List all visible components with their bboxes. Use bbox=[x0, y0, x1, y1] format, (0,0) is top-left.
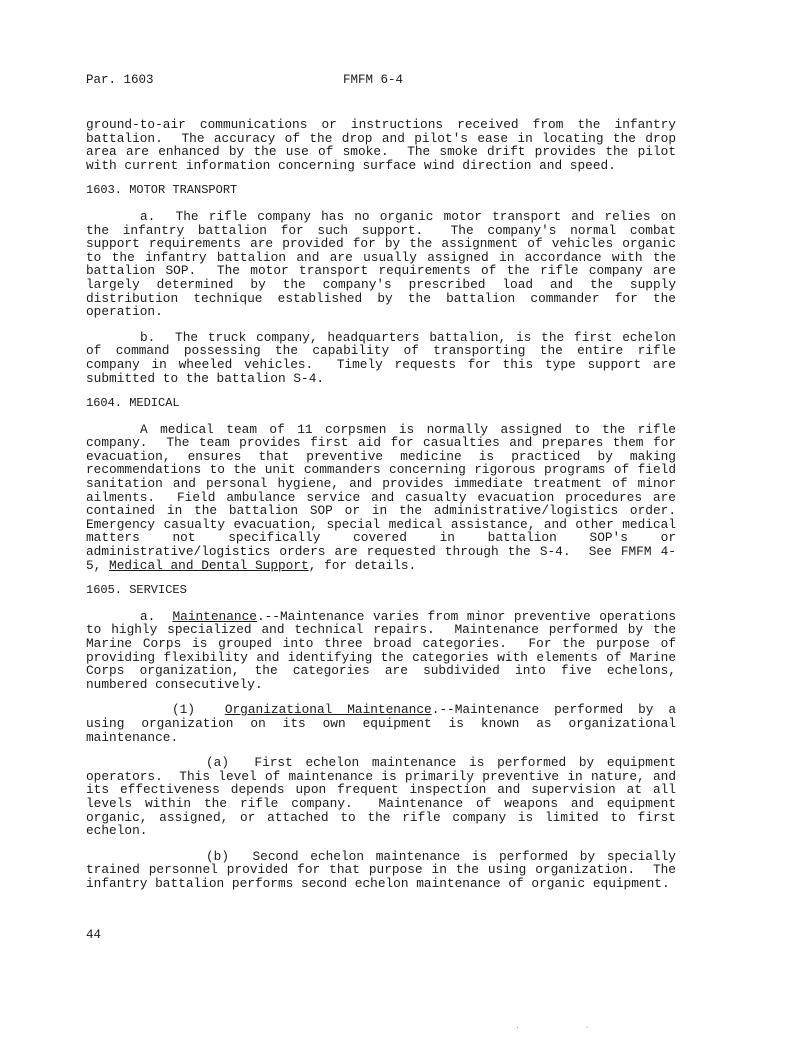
paragraph-1605-a-prefix: a. bbox=[140, 608, 173, 624]
maintenance-title: Maintenance bbox=[172, 608, 257, 624]
continuation-paragraph: ground-to-air communications or instructions received from the infantry battalion. The accuracy of the drop and pilot's ease in locating the drop area are enhanced by the use of smoke. The smoke drift provides the pilot with current information concerning surface wind direction and speed. bbox=[86, 117, 684, 173]
paragraph-1605-a-1-text: .--Maintenance performed by a using organization on its own equipment is known as organizational maintenance. bbox=[86, 702, 684, 745]
reference-title: Medical and Dental Support bbox=[109, 557, 309, 573]
organizational-maintenance-title: Organizational Maintenance bbox=[224, 702, 432, 718]
page-number: 44 bbox=[86, 928, 102, 942]
paragraph-first-echelon: (a) First echelon maintenance is performed by equipment operators. This level of maintenance is primarily preventive in nature, and its effectiveness depends upon frequent inspection and supervision at all levels within the rifle company. Maintenance of weapons and equipment organic, assigned, or attached to the rifle company is limited to first echelon. bbox=[86, 755, 684, 839]
paragraph-1605-a-1-prefix: (1) bbox=[172, 702, 225, 718]
paragraph-1604 bbox=[86, 421, 692, 573]
body-text bbox=[86, 117, 692, 903]
paragraph-1605-a-text: .--Maintenance varies from minor preventive operations to highly specialized and technical repairs. Maintenance performed by the Marine Corps is grouped into three broad categories. For the purpose of providing flexibility and identifying the categories with elements of Marine Corps organization, the categories are subdivided into five echelons, numbered consecutively. bbox=[86, 608, 684, 692]
paragraph-reference: Par. 1603 bbox=[86, 73, 154, 87]
manual-designation: FMFM 6-4 bbox=[343, 73, 404, 87]
paragraph-1603-a: a. The rifle company has no organic motor transport and relies on the infantry battalion for such support. The company's normal combat support requirements are provided for by the assignment of vehicles organic to the infantry battalion and are usually assigned in accordance with the battalion SOP. The motor transport requirements of the rifle company are largely determined by the company's prescribed load and the supply distribution technique established by the battalion commander for the operation. bbox=[86, 208, 684, 320]
paragraph-1605-a-1 bbox=[86, 702, 684, 745]
paragraph-1605-a bbox=[86, 608, 684, 692]
paragraph-second-echelon: (b) Second echelon maintenance is performed by specially trained personnel provided for that purpose in the using organization. The infantry battalion performs second echelon maintenance of organic equipment. bbox=[86, 848, 684, 891]
paragraph-1604-tail: , for details. bbox=[308, 557, 417, 573]
paragraph-1604-text: A medical team of 11 corpsmen is normally assigned to the rifle company. The team provides first aid for casualties and prepares them for evacuation, ensures that preventive medicine is practiced by making recommendations to the unit commanders concerning rigorous programs of field sanitation and personal hygiene, and provides immediate treatment of minor ailments. Field ambulance service and casualty evacuation procedures are contained in the battalion SOP or in the administrative/logistics order. Emergency casualty evacuation, special medical assistance, and other medical matters not specifically covered in battalion SOP's or administrative/logistics orders are requested through the S-4. See FMFM 4-5, bbox=[86, 421, 692, 573]
scan-specks: . . bbox=[515, 1022, 620, 1031]
paragraph-1603-b: b. The truck company, headquarters battalion, is the first echelon of command possessing the capability of transporting the entire rifle company in wheeled vehicles. Timely requests for this type support are submitted to the battalion S-4. bbox=[86, 329, 684, 386]
section-heading-1605: 1605. SERVICES bbox=[86, 583, 187, 598]
section-heading-1604: 1604. MEDICAL bbox=[86, 396, 180, 411]
section-heading-1603: 1603. MOTOR TRANSPORT bbox=[86, 183, 238, 198]
